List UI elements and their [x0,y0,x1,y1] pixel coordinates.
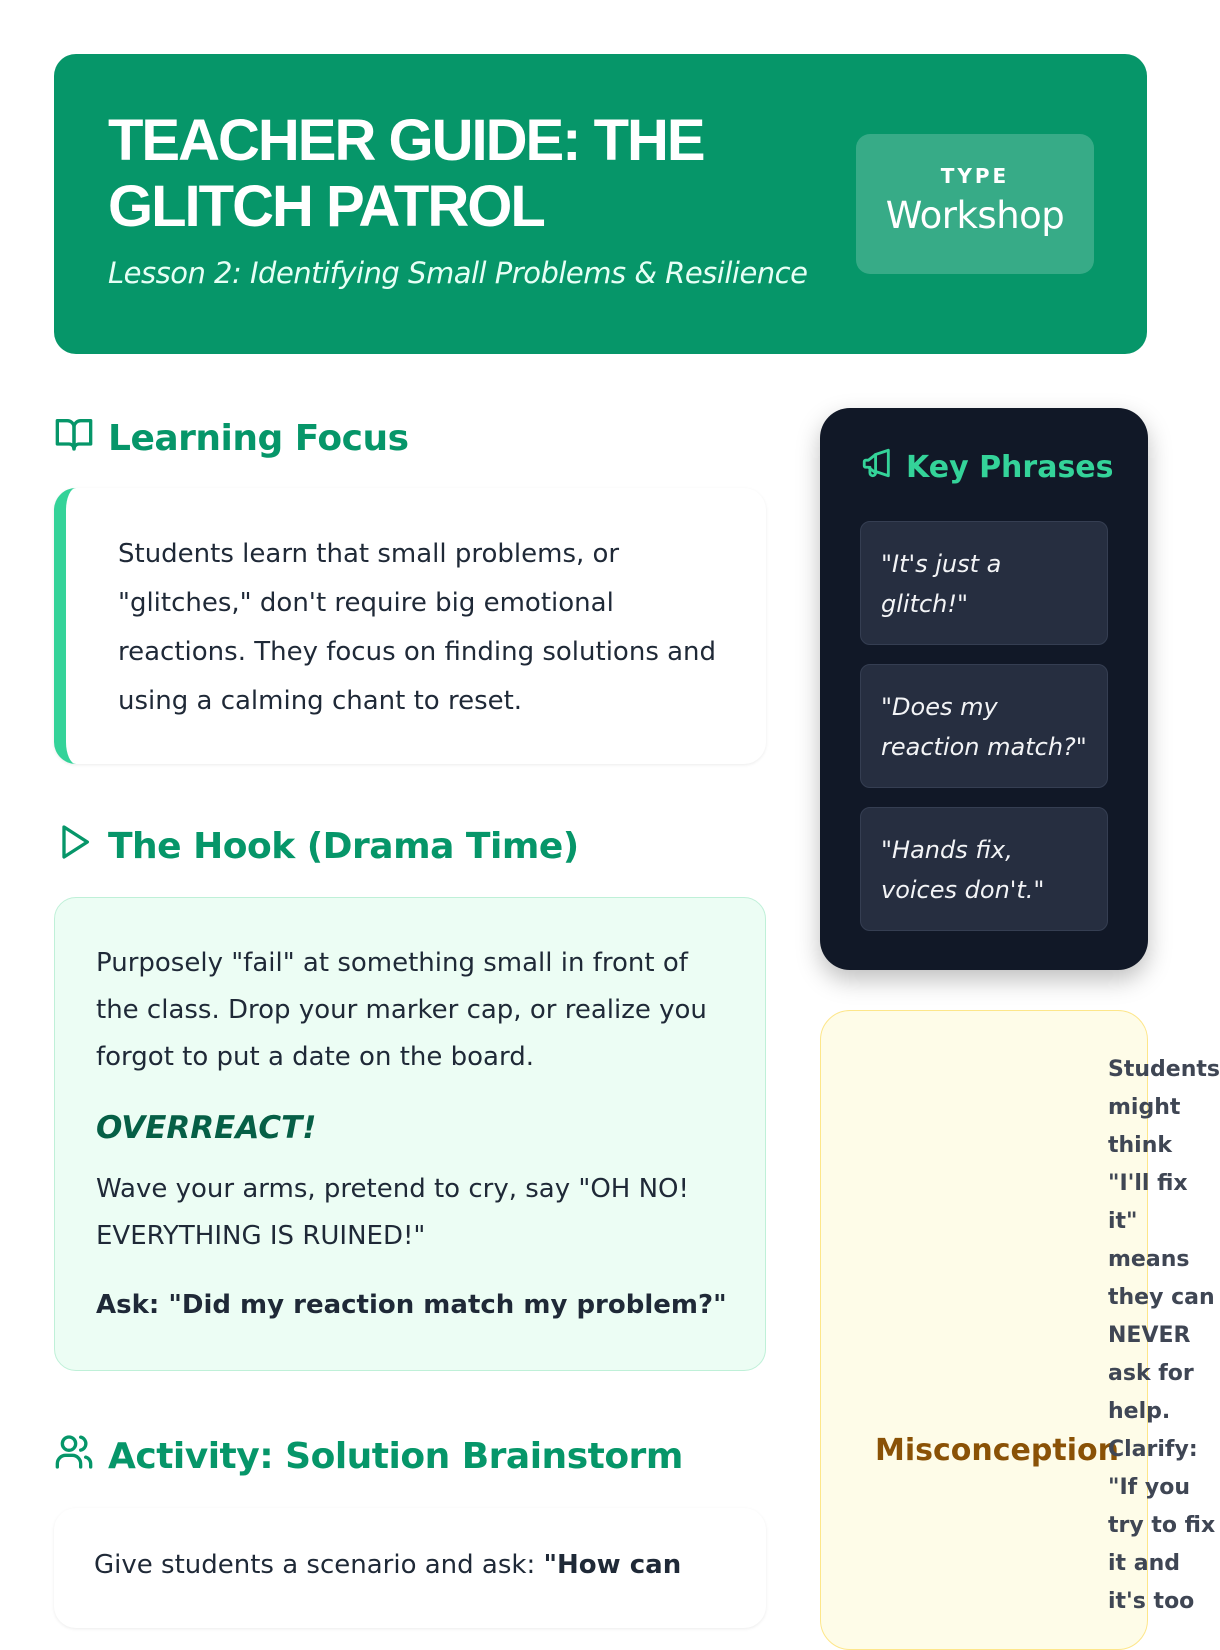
learning-focus-heading [54,414,409,463]
key-phrase-card: "Hands fix, voices don't." [860,807,1108,931]
key-phrases-heading [860,446,1114,488]
book-open-icon [54,414,94,463]
activity-text-bold: "How can [543,1550,682,1580]
learning-focus-text: Students learn that small problems, or "glitches," don't require big emotional reactions. They focus on finding solutions and using a calming chant to reset. [118,539,717,716]
type-label: TYPE [940,164,1010,188]
key-phrases-title: Key Phrases [906,449,1114,485]
activity-heading [54,1432,683,1481]
hook-emphasis: OVERREACT! [96,1110,317,1146]
users-icon [54,1432,94,1481]
page-title: TEACHER GUIDE: THE GLITCH PATROL [108,108,704,239]
key-phrase-card: "It's just a glitch!" [860,521,1108,645]
hook-heading [54,822,579,871]
hook-intro: Purposely "fail" at something small in front of the class. Drop your marker cap, or realize you forgot to put a date on the board. [96,948,707,1072]
play-icon [54,822,94,871]
misconception-label: Misconception [875,1433,1119,1468]
header-banner [54,54,1147,354]
misconception-text: Students might think "I'll fix it" means they can NEVER ask for help. Clarify: "If you try to fix it and it's too [1108,1057,1220,1614]
hook-instruction: Wave your arms, pretend to cry, say "OH NO! EVERYTHING IS RUINED!" [96,1174,689,1251]
hook-title: The Hook (Drama Time) [108,826,579,867]
learning-focus-card [54,488,766,764]
activity-card [54,1508,766,1628]
key-phrase-card: "Does my reaction match?" [860,664,1108,788]
learning-focus-title: Learning Focus [108,418,409,459]
activity-text [94,1550,681,1580]
type-value: Workshop [885,194,1065,237]
activity-text-prefix: Give students a scenario and ask: [94,1550,544,1580]
activity-title: Activity: Solution Brainstorm [108,1436,683,1477]
key-phrases-panel [820,408,1148,970]
hook-question: Ask: "Did my reaction match my problem?" [96,1290,727,1320]
hook-card [54,897,766,1371]
misconception-panel [820,1010,1220,1650]
lesson-subtitle: Lesson 2: Identifying Small Problems & Resilience [108,256,808,290]
megaphone-icon [860,446,894,488]
type-badge [856,134,1094,274]
